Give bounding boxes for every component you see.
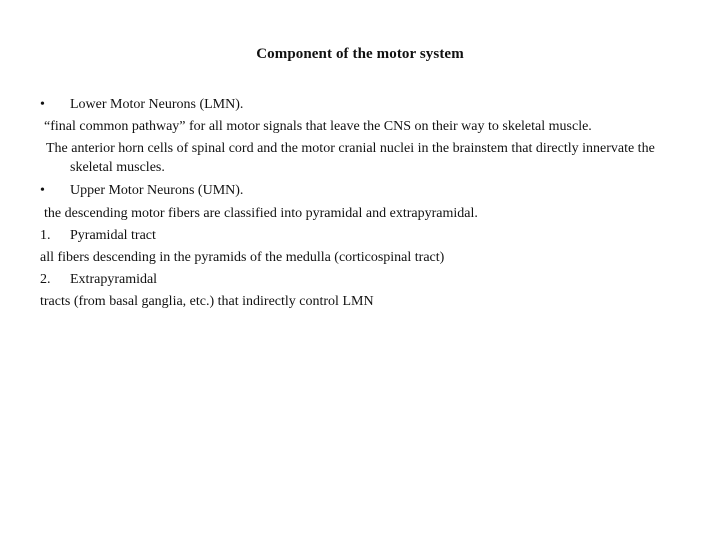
bullet-marker: •	[40, 97, 45, 112]
extrapyramidal-heading-line	[40, 269, 690, 291]
pyramidal-description: all fibers descending in the pyramids of the medulla (corticospinal tract)	[40, 250, 445, 266]
slide-body	[40, 94, 690, 314]
umn-heading-line	[40, 180, 690, 202]
slide-title: Component of the motor system	[256, 46, 464, 62]
pyramidal-heading-line	[40, 225, 690, 247]
pyramidal-heading: Pyramidal tract	[70, 227, 156, 243]
lmn-heading: Lower Motor Neurons (LMN).	[70, 97, 244, 112]
umn-heading: Upper Motor Neurons (UMN).	[70, 183, 244, 199]
lmn-description-1: “final common pathway” for all motor signals that leave the CNS on their way to skeletal muscle.	[44, 119, 592, 135]
lmn-heading-line	[40, 94, 690, 116]
list-number: 1.	[40, 227, 51, 243]
extrapyramidal-heading: Extrapyramidal	[70, 272, 158, 288]
umn-description: the descending motor fibers are classified into pyramidal and extrapyramidal.	[44, 205, 478, 221]
bullet-marker: •	[40, 183, 45, 199]
extrapyramidal-description: tracts (from basal ganglia, etc.) that indirectly control LMN	[40, 294, 374, 310]
lmn-description-2: The anterior horn cells of spinal cord and the motor cranial nuclei in the brainstem that directly innervate the skeletal muscles.	[46, 141, 655, 176]
list-number: 2.	[40, 272, 51, 288]
